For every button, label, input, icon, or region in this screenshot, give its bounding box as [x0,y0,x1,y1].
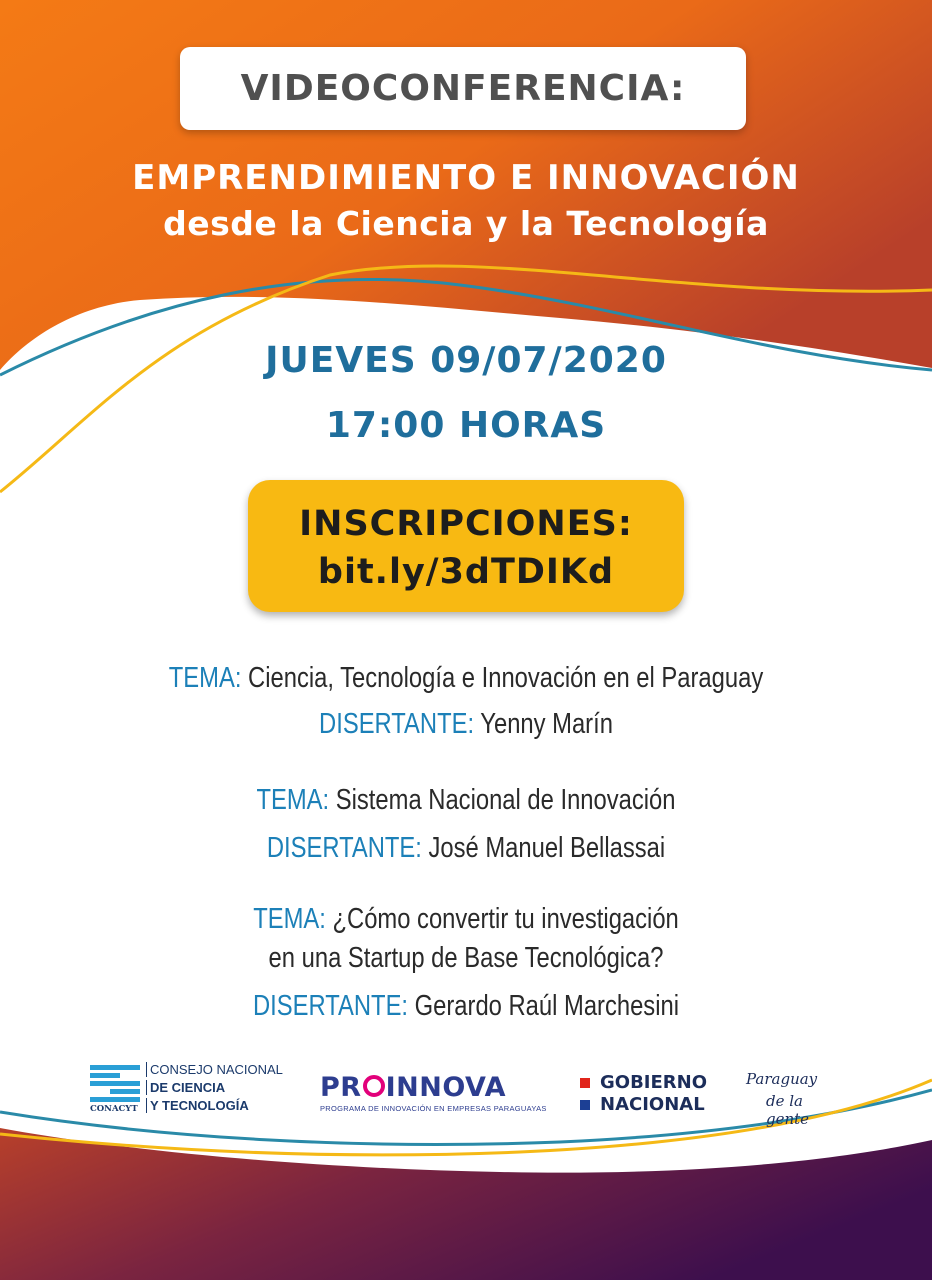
talk-3-tema: ¿Cómo convertir tu investigación [332,903,679,935]
title-text: VIDEOCONFERENCIA: [240,68,686,109]
talk-2-tema-row [0,784,932,817]
registration-link[interactable]: bit.ly/3dTDIKd [317,552,615,592]
talk-1-speaker-row [0,708,932,741]
headline-line2: desde la Ciencia y la Tecnología [163,204,769,243]
event-date: JUEVES 09/07/2020 [265,340,667,381]
disertante-label: DISERTANTE: [319,708,475,740]
talk-2-speaker-row [0,832,932,865]
title-box [180,47,746,130]
conacyt-acronym: CONACYT [90,1104,138,1114]
slogan-line1: Paraguay [746,1070,818,1088]
gobierno-line2: NACIONAL [600,1094,705,1115]
slogan-line2: de la gente [766,1092,810,1128]
conacyt-logo-icon [90,1063,140,1109]
proinnova-o-icon [363,1075,385,1097]
tema-label: TEMA: [168,662,242,694]
talk-3-tema-line2: en una Startup de Base Tecnológica? [268,942,664,974]
talk-1-speaker: Yenny Marín [480,708,613,740]
talk-1-tema-row [0,662,932,695]
conacyt-line3: Y TECNOLOGÍA [146,1098,249,1113]
sponsor-logos [90,1060,850,1128]
talk-3-tema-row [0,903,932,936]
talk-3-tema-row2 [0,942,932,975]
proinnova-pre: PR [320,1072,362,1103]
tema-label: TEMA: [253,903,326,935]
disertante-label: DISERTANTE: [253,990,409,1022]
proinnova-post: INNOVA [385,1072,507,1103]
gobierno-red-square-icon [580,1078,590,1088]
proinnova-logo [320,1072,506,1103]
gobierno-line1: GOBIERNO [600,1072,708,1093]
conacyt-line1: CONSEJO NACIONAL [146,1062,283,1077]
talk-2-speaker: José Manuel Bellassai [428,832,666,864]
conacyt-line2: DE CIENCIA [146,1080,225,1095]
talk-2-tema: Sistema Nacional de Innovación [335,784,676,816]
event-time: 17:00 HORAS [325,405,607,446]
disertante-label: DISERTANTE: [266,832,422,864]
talk-1-tema: Ciencia, Tecnología e Innovación en el Paraguay [248,662,764,694]
tema-label: TEMA: [256,784,330,816]
talk-3-speaker-row [0,990,932,1023]
gobierno-blue-square-icon [580,1100,590,1110]
bottom-purple-band [0,1128,932,1280]
registration-box[interactable] [248,480,684,612]
registration-label: INSCRIPCIONES: [299,504,633,544]
headline-line1: EMPRENDIMIENTO E INNOVACIÓN [132,158,800,198]
talk-3-speaker: Gerardo Raúl Marchesini [414,990,679,1022]
proinnova-subtitle: PROGRAMA DE INNOVACIÓN EN EMPRESAS PARAGUAYAS [320,1104,547,1113]
